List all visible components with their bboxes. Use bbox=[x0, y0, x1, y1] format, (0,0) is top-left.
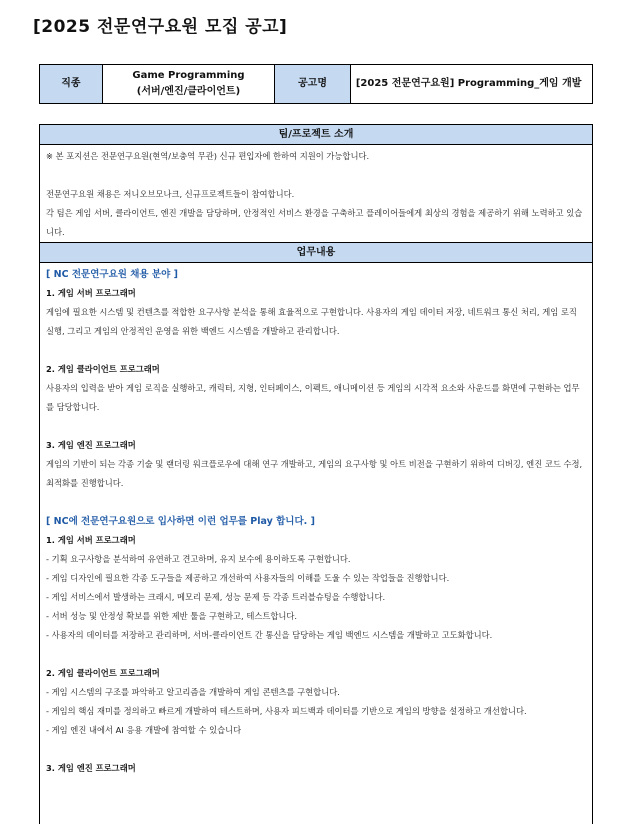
eligibility-note: ※ 본 포지션은 전문연구요원(현역/보충역 무관) 신규 편입자에 한하여 지원이 가능합니다. bbox=[46, 151, 370, 161]
play-client-title: 2. 게임 클라이언트 프로그래머 bbox=[46, 668, 160, 678]
field-server-desc: 게임에 필요한 시스템 및 컨텐츠를 적합한 요구사항 분석을 통해 효율적으로 구현합니다. 사용자의 게임 데이터 저장, 네트워크 통신 처리, 게임 로직 실행, 그리고 게임의 안정적인 운영을 위한 백엔드 시스템을 개발하고 관리합니다. bbox=[46, 307, 577, 336]
team-intro-1: 전문연구요원 채용은 저니오브모나크, 신규프로젝트들이 참여합니다. bbox=[46, 189, 295, 199]
team-section-header: 팀/프로젝트 소개 bbox=[40, 125, 592, 145]
duties-section-header: 업무내용 bbox=[40, 242, 592, 263]
team-intro-2: 각 팀은 게임 서버, 클라이언트, 엔진 개발을 담당하며, 안정적인 서비스 환경을 구축하고 플레이어들에게 최상의 경험을 제공하기 위해 노력하고 있습니다. bbox=[46, 208, 583, 237]
team-section-body bbox=[40, 145, 592, 242]
field-engine-title: 3. 게임 엔진 프로그래머 bbox=[46, 440, 136, 450]
field-engine-desc: 게임의 기반이 되는 각종 기술 및 랜더링 워크플로우에 대해 연구 개발하고, 게임의 요구사항 및 아트 비전을 구현하기 위하여 디버깅, 엔진 코드 수정, 최적화를 진행합니다. bbox=[46, 459, 583, 488]
job-value-line1: Game Programming bbox=[132, 70, 245, 81]
play-engine-title: 3. 게임 엔진 프로그래머 bbox=[46, 763, 136, 773]
page-title: [2025 전문연구요원 모집 공고] bbox=[33, 17, 288, 37]
job-info-table bbox=[39, 64, 593, 104]
list-item: - 서버 성능 및 안정성 확보를 위한 제반 툴을 구현하고, 테스트합니다. bbox=[46, 611, 298, 621]
content-panel bbox=[39, 124, 593, 824]
list-item: - 게임 시스템의 구조를 파악하고 알고리즘을 개발하여 게임 콘텐츠를 구현합니다. bbox=[46, 687, 340, 697]
field-client-desc: 사용자의 입력을 받아 게임 로직을 실행하고, 캐릭터, 지형, 인터페이스, 이펙트, 애니메이션 등 게임의 시각적 요소와 사운드를 화면에 구현하는 업무를 담당합니다. bbox=[46, 383, 580, 412]
job-value bbox=[103, 65, 275, 103]
play-duties-heading: [ NC에 전문연구요원으로 입사하면 이런 업무를 Play 합니다. ] bbox=[46, 516, 315, 527]
job-label: 직종 bbox=[40, 65, 103, 103]
list-item: - 게임 엔진 내에서 AI 응용 개발에 참여할 수 있습니다 bbox=[46, 725, 242, 735]
notice-value: [2025 전문연구요원] Programming_게임 개발 bbox=[355, 78, 582, 89]
list-item: - 사용자의 데이터를 저장하고 관리하며, 서버-클라이언트 간 통신을 담당하는 게임 백엔드 시스템을 개발하고 고도화합니다. bbox=[46, 630, 493, 640]
duties-section-body bbox=[40, 263, 592, 778]
job-value-line2: (서버/엔진/클라이언트) bbox=[136, 86, 241, 97]
list-item: - 게임 디자인에 필요한 각종 도구들을 제공하고 개선하여 사용자들의 이해를 도울 수 있는 작업들을 진행합니다. bbox=[46, 573, 450, 583]
list-item: - 게임의 핵심 재미를 정의하고 빠르게 개발하여 테스트하며, 사용자 피드백과 데이터를 기반으로 게임의 방향을 설정하고 개선합니다. bbox=[46, 706, 527, 716]
recruit-fields-heading: [ NC 전문연구요원 채용 분야 ] bbox=[46, 269, 178, 280]
notice-label: 공고명 bbox=[275, 65, 351, 103]
field-server-title: 1. 게임 서버 프로그래머 bbox=[46, 288, 136, 298]
list-item: - 게임 서비스에서 발생하는 크래시, 메모리 문제, 성능 문제 등 각종 트러블슈팅을 수행합니다. bbox=[46, 592, 386, 602]
play-server-title: 1. 게임 서버 프로그래머 bbox=[46, 535, 136, 545]
field-client-title: 2. 게임 클라이언트 프로그래머 bbox=[46, 364, 160, 374]
list-item: - 기획 요구사항을 분석하여 유연하고 견고하며, 유지 보수에 용이하도록 구현합니다. bbox=[46, 554, 351, 564]
